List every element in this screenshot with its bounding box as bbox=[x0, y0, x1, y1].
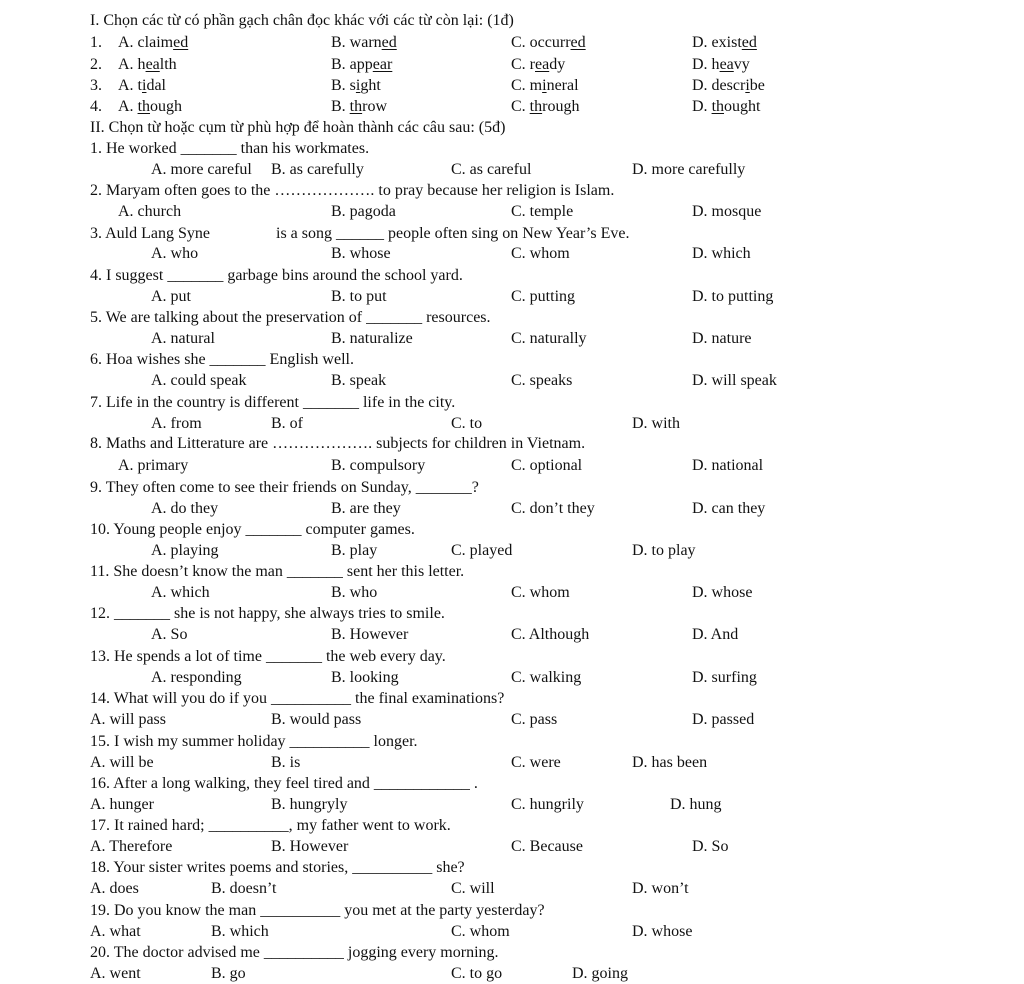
row-number: 3. bbox=[90, 77, 102, 94]
phonetic-row-2 bbox=[0, 54, 1024, 75]
question-text: 11. She doesn’t know the man _______ sent her this letter. bbox=[90, 563, 465, 580]
option-c: C. to go bbox=[451, 965, 503, 982]
question-2-options bbox=[0, 201, 1024, 222]
phonetic-row-3 bbox=[0, 75, 1024, 96]
question-15-options bbox=[0, 752, 1024, 773]
option-c: C. walking bbox=[511, 669, 582, 686]
question-9 bbox=[0, 477, 1024, 498]
option-b: B. naturalize bbox=[331, 330, 413, 347]
option-c: C. to bbox=[451, 415, 483, 432]
option-a: A. went bbox=[90, 965, 141, 982]
option-b: B. which bbox=[211, 923, 269, 940]
question-16 bbox=[0, 773, 1024, 794]
section1-title-line bbox=[0, 10, 1024, 31]
question-text: 18. Your sister writes poems and stories, __________ she? bbox=[90, 859, 465, 876]
option-b: B. pagoda bbox=[331, 203, 396, 220]
option-c: C. hungrily bbox=[511, 796, 584, 813]
option-c: C. don’t they bbox=[511, 500, 595, 517]
question-text: 2. Maryam often goes to the ………………. to pray because her religion is Islam. bbox=[90, 182, 615, 199]
question-7 bbox=[0, 392, 1024, 413]
option-b: B. However bbox=[331, 626, 409, 643]
question-7-options bbox=[0, 413, 1024, 434]
question-10-options bbox=[0, 540, 1024, 561]
question-text: 3. Auld Lang Syne bbox=[90, 225, 210, 242]
option-d: D. describe bbox=[692, 77, 765, 94]
question-text: 1. He worked _______ than his workmates. bbox=[90, 140, 370, 157]
question-18 bbox=[0, 857, 1024, 878]
question-20 bbox=[0, 942, 1024, 963]
option-b: B. doesn’t bbox=[211, 880, 277, 897]
option-b: B. hungryly bbox=[271, 796, 348, 813]
option-a: A. will pass bbox=[90, 711, 166, 728]
option-c: C. Although bbox=[511, 626, 590, 643]
question-11-options bbox=[0, 582, 1024, 603]
option-c: C. occurred bbox=[511, 34, 586, 51]
phonetic-row-4 bbox=[0, 96, 1024, 117]
option-d: D. can they bbox=[692, 500, 766, 517]
option-b: B. whose bbox=[331, 245, 391, 262]
option-c: C. naturally bbox=[511, 330, 587, 347]
question-19 bbox=[0, 900, 1024, 921]
row-number: 1. bbox=[90, 34, 102, 51]
option-c: C. through bbox=[511, 98, 580, 115]
question-15 bbox=[0, 731, 1024, 752]
question-13-options bbox=[0, 667, 1024, 688]
option-d: D. whose bbox=[692, 584, 753, 601]
question-text: 20. The doctor advised me __________ jogging every morning. bbox=[90, 944, 499, 961]
question-text: 15. I wish my summer holiday __________ longer. bbox=[90, 733, 418, 750]
question-text: 6. Hoa wishes she _______ English well. bbox=[90, 351, 354, 368]
option-c: C. were bbox=[511, 754, 561, 771]
question-text: 12. _______ she is not happy, she always tries to smile. bbox=[90, 605, 445, 622]
question-8-options bbox=[0, 455, 1024, 476]
question-text: 19. Do you know the man __________ you met at the party yesterday? bbox=[90, 902, 545, 919]
question-5-options bbox=[0, 328, 1024, 349]
option-d: D. passed bbox=[692, 711, 755, 728]
option-a: A. does bbox=[90, 880, 139, 897]
question-text: 5. We are talking about the preservation of _______ resources. bbox=[90, 309, 491, 326]
question-text: 10. Young people enjoy _______ computer games. bbox=[90, 521, 415, 538]
question-12 bbox=[0, 603, 1024, 624]
option-c: C. mineral bbox=[511, 77, 579, 94]
option-d: D. going bbox=[572, 965, 628, 982]
option-d: D. So bbox=[692, 838, 729, 855]
option-a: A. playing bbox=[151, 542, 219, 559]
question-9-options bbox=[0, 498, 1024, 519]
option-c: C. Because bbox=[511, 838, 583, 855]
option-d: D. whose bbox=[632, 923, 693, 940]
question-17-options bbox=[0, 836, 1024, 857]
option-a: A. do they bbox=[151, 500, 219, 517]
question-1-options bbox=[0, 159, 1024, 180]
option-d: D. nature bbox=[692, 330, 752, 347]
question-2 bbox=[0, 180, 1024, 201]
option-b: B. as carefully bbox=[271, 161, 364, 178]
option-a: A. will be bbox=[90, 754, 154, 771]
option-b: B. throw bbox=[331, 98, 388, 115]
option-b: B. sight bbox=[331, 77, 381, 94]
question-text: 8. Maths and Litterature are ………………. subjects for children in Vietnam. bbox=[90, 435, 586, 452]
question-16-options bbox=[0, 794, 1024, 815]
option-d: D. And bbox=[692, 626, 739, 643]
question-6 bbox=[0, 349, 1024, 370]
option-a: A. from bbox=[151, 415, 202, 432]
option-b: B. would pass bbox=[271, 711, 362, 728]
option-c: C. optional bbox=[511, 457, 583, 474]
option-b: B. appear bbox=[331, 56, 393, 73]
option-d: D. existed bbox=[692, 34, 757, 51]
section2-title-line bbox=[0, 117, 1024, 138]
phonetic-row-1 bbox=[0, 32, 1024, 53]
option-a: A. hunger bbox=[90, 796, 154, 813]
question-10 bbox=[0, 519, 1024, 540]
option-a: A. church bbox=[118, 203, 182, 220]
option-d: D. to putting bbox=[692, 288, 774, 305]
question-4-options bbox=[0, 286, 1024, 307]
question-20-options bbox=[0, 963, 1024, 984]
question-6-options bbox=[0, 370, 1024, 391]
option-a: A. tidal bbox=[118, 77, 166, 94]
option-c: C. pass bbox=[511, 711, 558, 728]
question-17 bbox=[0, 815, 1024, 836]
option-a: A. who bbox=[151, 245, 199, 262]
option-c: C. played bbox=[451, 542, 513, 559]
question-13 bbox=[0, 646, 1024, 667]
option-d: D. thought bbox=[692, 98, 761, 115]
option-d: D. will speak bbox=[692, 372, 777, 389]
option-a: A. So bbox=[151, 626, 188, 643]
option-b: B. of bbox=[271, 415, 303, 432]
option-b: B. However bbox=[271, 838, 349, 855]
option-a: A. Therefore bbox=[90, 838, 173, 855]
option-b: B. to put bbox=[331, 288, 387, 305]
question-text: 4. I suggest _______ garbage bins around the school yard. bbox=[90, 267, 463, 284]
question-text: 7. Life in the country is different _______ life in the city. bbox=[90, 394, 456, 411]
option-d: D. surfing bbox=[692, 669, 757, 686]
option-a: A. primary bbox=[118, 457, 189, 474]
option-b: B. warned bbox=[331, 34, 397, 51]
question-3 bbox=[0, 223, 1024, 244]
question-18-options bbox=[0, 878, 1024, 899]
option-c: C. putting bbox=[511, 288, 576, 305]
question-5 bbox=[0, 307, 1024, 328]
option-d: D. national bbox=[692, 457, 764, 474]
option-c: C. whom bbox=[451, 923, 510, 940]
option-c: C. as careful bbox=[451, 161, 532, 178]
question-3-options bbox=[0, 243, 1024, 264]
question-text: 16. After a long walking, they feel tired and ____________ . bbox=[90, 775, 478, 792]
question-text: 13. He spends a lot of time _______ the web every day. bbox=[90, 648, 446, 665]
option-a: A. health bbox=[118, 56, 177, 73]
option-a: A. which bbox=[151, 584, 210, 601]
question-11 bbox=[0, 561, 1024, 582]
option-d: D. which bbox=[692, 245, 751, 262]
question-1 bbox=[0, 138, 1024, 159]
row-number: 4. bbox=[90, 98, 102, 115]
option-a: A. though bbox=[118, 98, 183, 115]
question-4 bbox=[0, 265, 1024, 286]
option-b: B. who bbox=[331, 584, 378, 601]
question-14-options bbox=[0, 709, 1024, 730]
option-b: B. go bbox=[211, 965, 246, 982]
section2-title: II. Chọn từ hoặc cụm từ phù hợp để hoàn thành các câu sau: (5đ) bbox=[90, 119, 506, 136]
option-d: D. more carefully bbox=[632, 161, 746, 178]
option-c: C. temple bbox=[511, 203, 574, 220]
question-14 bbox=[0, 688, 1024, 709]
option-b: B. speak bbox=[331, 372, 387, 389]
option-d: D. with bbox=[632, 415, 680, 432]
option-b: B. play bbox=[331, 542, 378, 559]
option-c: C. ready bbox=[511, 56, 566, 73]
option-b: B. is bbox=[271, 754, 301, 771]
option-a: A. what bbox=[90, 923, 141, 940]
question-19-options bbox=[0, 921, 1024, 942]
option-d: D. has been bbox=[632, 754, 708, 771]
option-b: B. looking bbox=[331, 669, 399, 686]
option-a: A. more careful bbox=[151, 161, 252, 178]
row-number: 2. bbox=[90, 56, 102, 73]
option-d: D. won’t bbox=[632, 880, 689, 897]
question-text: 14. What will you do if you __________ the final examinations? bbox=[90, 690, 505, 707]
option-c: C. will bbox=[451, 880, 495, 897]
option-c: C. whom bbox=[511, 245, 570, 262]
option-d: D. to play bbox=[632, 542, 696, 559]
question-text-continued: is a song ______ people often sing on New Year’s Eve. bbox=[276, 225, 630, 242]
question-8 bbox=[0, 433, 1024, 454]
option-b: B. are they bbox=[331, 500, 401, 517]
section1-title: I. Chọn các từ có phần gạch chân đọc khác với các từ còn lại: (1đ) bbox=[90, 12, 514, 29]
question-text: 9. They often come to see their friends on Sunday, _______? bbox=[90, 479, 479, 496]
option-a: A. natural bbox=[151, 330, 215, 347]
question-text: 17. It rained hard; __________, my father went to work. bbox=[90, 817, 451, 834]
option-b: B. compulsory bbox=[331, 457, 426, 474]
option-c: C. speaks bbox=[511, 372, 573, 389]
option-d: D. mosque bbox=[692, 203, 762, 220]
option-d: D. heavy bbox=[692, 56, 750, 73]
option-a: A. could speak bbox=[151, 372, 247, 389]
option-d: D. hung bbox=[670, 796, 722, 813]
question-12-options bbox=[0, 624, 1024, 645]
option-a: A. claimed bbox=[118, 34, 189, 51]
option-a: A. put bbox=[151, 288, 191, 305]
option-a: A. responding bbox=[151, 669, 242, 686]
option-c: C. whom bbox=[511, 584, 570, 601]
